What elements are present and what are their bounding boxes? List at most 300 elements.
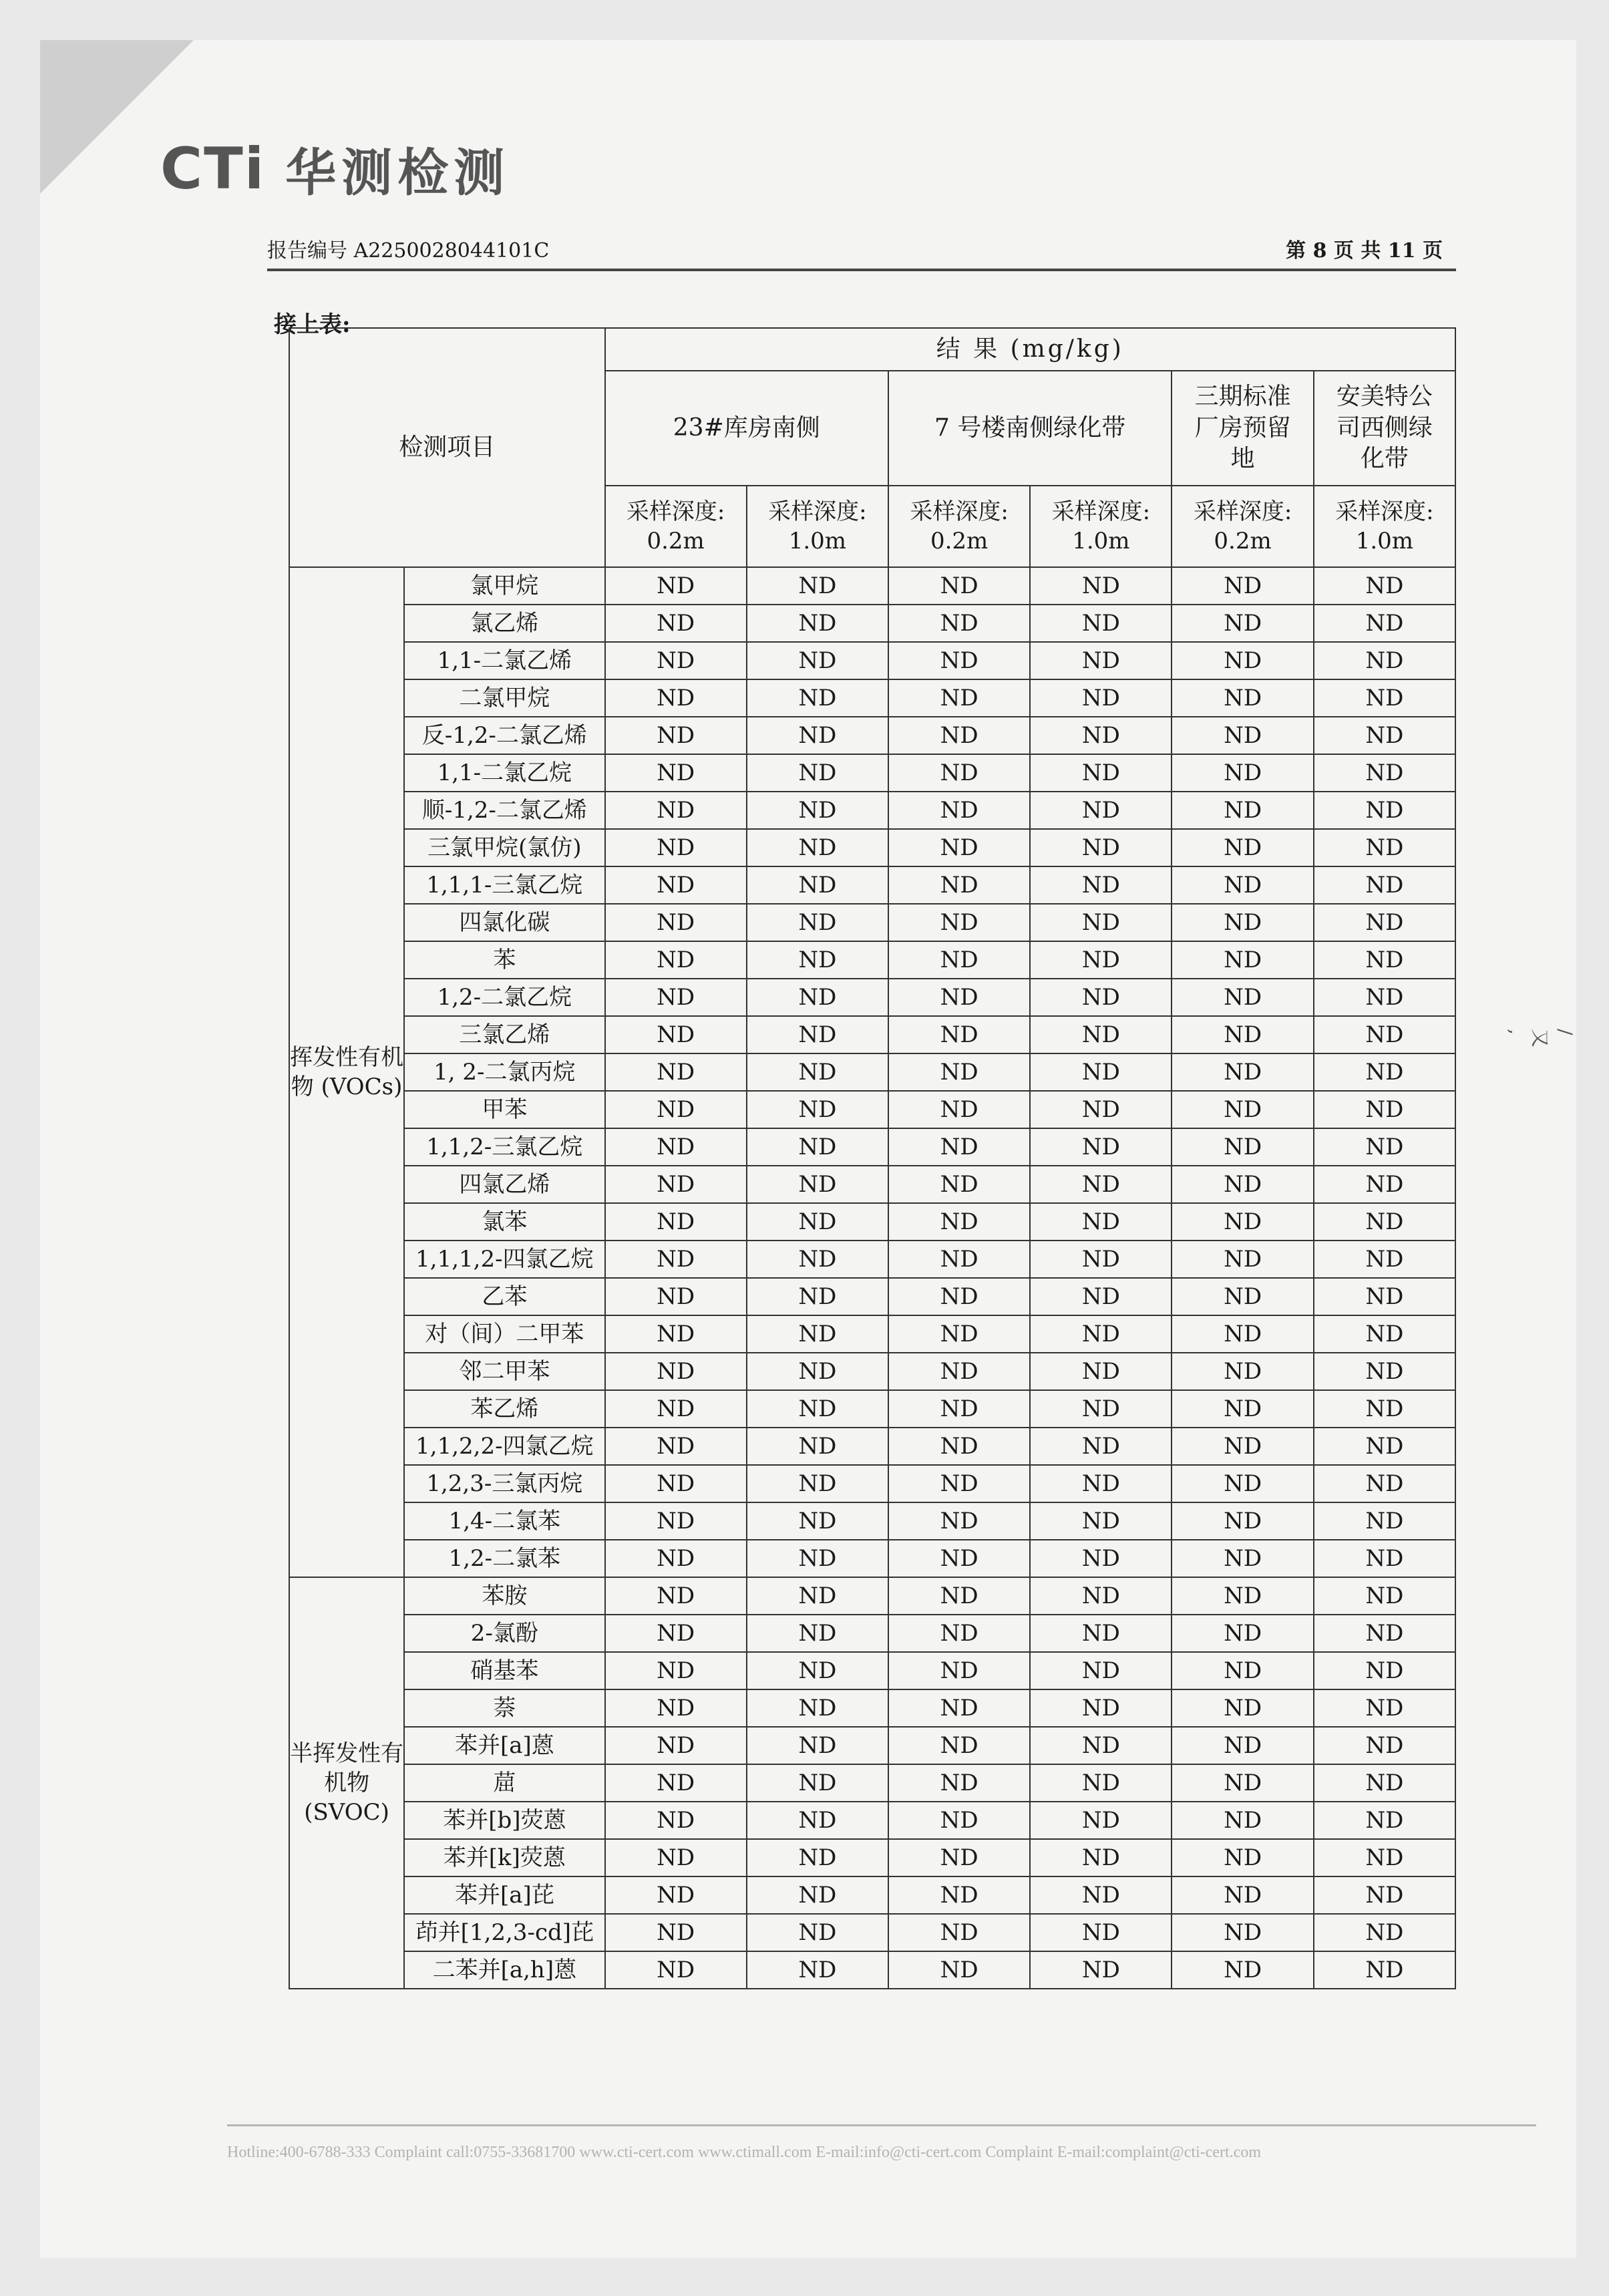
item-name-cell: 硝基苯 [404,1652,604,1689]
result-cell: ND [1172,1016,1313,1053]
result-cell: ND [888,941,1030,979]
result-cell: ND [605,1203,747,1241]
table-row [289,1839,1455,1876]
result-cell: ND [1172,1428,1313,1465]
result-cell: ND [1030,1764,1172,1802]
result-cell: ND [1172,1951,1313,1989]
result-cell: ND [1314,605,1455,642]
table-row [289,979,1455,1016]
location-header: 安美特公司西侧绿化带 [1314,371,1455,486]
result-cell: ND [1172,679,1313,717]
company-name: 华测检测 [285,143,510,202]
result-cell: ND [1030,679,1172,717]
footer-contact: Hotline:400-6788-333 Complaint call:0755-33681700 www.cti-cert.com www.ctimall.com E-mail:info@cti-cert.com Complaint E-mail:complaint@cti-cert.com [227,2124,1536,2162]
result-cell: ND [1314,1053,1455,1091]
result-cell: ND [888,567,1030,605]
result-cell: ND [1314,1353,1455,1390]
results-table [289,327,1456,1989]
result-cell: ND [605,1577,747,1615]
table-row [289,1428,1455,1465]
result-cell: ND [1030,1914,1172,1951]
result-cell: ND [1172,1727,1313,1764]
table-row [289,1727,1455,1764]
result-cell: ND [1314,829,1455,866]
result-cell: ND [888,792,1030,829]
location-header: 三期标准厂房预留地 [1172,371,1313,486]
item-name-cell: 1,1-二氯乙烷 [404,754,604,792]
item-name-cell: 苯并[a]芘 [404,1876,604,1914]
item-name-cell: 苯胺 [404,1577,604,1615]
result-cell: ND [605,1764,747,1802]
result-cell: ND [1314,717,1455,754]
result-cell: ND [605,1241,747,1278]
item-name-cell: 反-1,2-二氯乙烯 [404,717,604,754]
depth-header: 采样深度: 0.2m [1172,486,1313,567]
result-cell: ND [1314,1652,1455,1689]
result-cell: ND [1172,1689,1313,1727]
table-row [289,642,1455,679]
item-name-cell: 1,1,2,2-四氯乙烷 [404,1428,604,1465]
result-cell: ND [1314,679,1455,717]
result-cell: ND [1314,1876,1455,1914]
table-row [289,605,1455,642]
result-cell: ND [1172,979,1313,1016]
result-cell: ND [888,1278,1030,1315]
result-cell: ND [747,1577,888,1615]
result-cell: ND [605,1727,747,1764]
table-row [289,1315,1455,1353]
result-cell: ND [1030,1016,1172,1053]
result-cell: ND [747,1166,888,1203]
item-name-cell: 1,2,3-三氯丙烷 [404,1465,604,1502]
result-cell: ND [1172,1166,1313,1203]
item-name-cell: 萘 [404,1689,604,1727]
result-cell: ND [1314,1315,1455,1353]
result-cell: ND [1030,1540,1172,1577]
result-cell: ND [605,1315,747,1353]
result-cell: ND [1172,1502,1313,1540]
result-cell: ND [1030,642,1172,679]
item-name-cell: 甲苯 [404,1091,604,1128]
result-cell: ND [747,1652,888,1689]
result-cell: ND [747,1951,888,1989]
table-row [289,1577,1455,1615]
document-page [40,40,1576,2258]
result-cell: ND [1172,1802,1313,1839]
result-cell: ND [888,1390,1030,1428]
result-cell: ND [1172,1876,1313,1914]
result-cell: ND [1172,1390,1313,1428]
result-cell: ND [605,1166,747,1203]
result-cell: ND [888,605,1030,642]
result-cell: ND [888,754,1030,792]
table-row [289,1091,1455,1128]
result-cell: ND [1314,754,1455,792]
result-cell: ND [605,904,747,941]
result-cell: ND [747,717,888,754]
result-cell: ND [1172,1315,1313,1353]
result-cell: ND [747,1428,888,1465]
result-cell: ND [605,754,747,792]
result-cell: ND [747,1053,888,1091]
logo-mark: CTi [160,135,266,202]
result-cell: ND [605,1278,747,1315]
item-name-cell: 二苯并[a,h]蒽 [404,1951,604,1989]
result-cell: ND [888,829,1030,866]
result-cell: ND [1314,567,1455,605]
table-row [289,1053,1455,1091]
result-cell: ND [1030,1166,1172,1203]
result-cell: ND [1314,1241,1455,1278]
item-name-cell: 1, 2-二氯丙烷 [404,1053,604,1091]
result-cell: ND [1172,1914,1313,1951]
item-name-cell: 乙苯 [404,1278,604,1315]
result-cell: ND [1030,1502,1172,1540]
result-cell: ND [747,1876,888,1914]
result-cell: ND [1172,792,1313,829]
result-cell: ND [1030,717,1172,754]
result-cell: ND [1172,754,1313,792]
table-row [289,1166,1455,1203]
result-cell: ND [1314,1802,1455,1839]
result-cell: ND [605,1951,747,1989]
result-cell: ND [1030,1689,1172,1727]
result-cell: ND [888,1577,1030,1615]
result-cell: ND [747,1764,888,1802]
result-cell: ND [1314,792,1455,829]
result-cell: ND [1030,1876,1172,1914]
result-cell: ND [747,1502,888,1540]
result-cell: ND [888,1502,1030,1540]
item-name-cell: 1,1-二氯乙烯 [404,642,604,679]
result-cell: ND [605,1839,747,1876]
result-cell: ND [888,642,1030,679]
result-cell: ND [888,1091,1030,1128]
table-row [289,904,1455,941]
table-row [289,1241,1455,1278]
continued-label: 接上表: [274,311,351,338]
result-cell: ND [605,605,747,642]
result-cell: ND [1172,1353,1313,1390]
result-cell: ND [1030,1203,1172,1241]
result-cell: ND [888,1727,1030,1764]
result-cell: ND [1030,1652,1172,1689]
location-header: 23#库房南侧 [605,371,888,486]
item-name-cell: 顺-1,2-二氯乙烯 [404,792,604,829]
result-cell: ND [747,829,888,866]
item-name-cell: 对（间）二甲苯 [404,1315,604,1353]
depth-header: 采样深度: 0.2m [888,486,1030,567]
result-cell: ND [747,605,888,642]
result-cell: ND [1314,1727,1455,1764]
result-cell: ND [1172,941,1313,979]
item-name-cell: 1,2-二氯苯 [404,1540,604,1577]
result-cell: ND [747,1241,888,1278]
result-cell: ND [888,1353,1030,1390]
result-cell: ND [1030,979,1172,1016]
result-cell: ND [1030,904,1172,941]
result-cell: ND [605,1876,747,1914]
result-cell: ND [1314,1951,1455,1989]
result-cell: ND [747,642,888,679]
category-cell: 半挥发性有机物 (SVOC) [289,1577,404,1989]
result-cell: ND [888,1615,1030,1652]
result-cell: ND [1172,1128,1313,1166]
result-cell: ND [605,829,747,866]
result-cell: ND [747,567,888,605]
result-cell: ND [1030,829,1172,866]
result-cell: ND [1030,567,1172,605]
item-name-cell: 1,1,1-三氯乙烷 [404,866,604,904]
result-cell: ND [1314,941,1455,979]
table-row [289,567,1455,605]
result-cell: ND [888,1764,1030,1802]
result-cell: ND [605,941,747,979]
result-cell: ND [605,1353,747,1390]
item-name-cell: 氯乙烯 [404,605,604,642]
result-cell: ND [888,1241,1030,1278]
result-cell: ND [1314,1764,1455,1802]
result-cell: ND [888,1166,1030,1203]
result-cell: ND [888,679,1030,717]
result-cell: ND [1172,1652,1313,1689]
result-cell: ND [1172,1577,1313,1615]
result-cell: ND [747,1727,888,1764]
result-cell: ND [1314,1278,1455,1315]
result-cell: ND [747,1091,888,1128]
result-cell: ND [1314,1203,1455,1241]
result-cell: ND [747,1540,888,1577]
result-cell: ND [1172,1540,1313,1577]
result-cell: ND [1030,1727,1172,1764]
result-cell: ND [605,1502,747,1540]
table-row [289,1689,1455,1727]
result-cell: ND [747,1914,888,1951]
result-cell: ND [888,1428,1030,1465]
result-cell: ND [605,1016,747,1053]
result-cell: ND [1314,1390,1455,1428]
result-cell: ND [1030,866,1172,904]
table-row [289,679,1455,717]
result-cell: ND [1030,1428,1172,1465]
table-row [289,1951,1455,1989]
result-cell: ND [888,1951,1030,1989]
result-cell: ND [605,1689,747,1727]
report-number: 报告编号 A2250028044101C [267,239,550,263]
item-name-cell: 苯乙烯 [404,1390,604,1428]
table-row [289,792,1455,829]
result-cell: ND [1030,1091,1172,1128]
result-cell: ND [1030,1465,1172,1502]
result-cell: ND [1172,1278,1313,1315]
result-cell: ND [888,1016,1030,1053]
table-row [289,1615,1455,1652]
result-cell: ND [1314,1615,1455,1652]
result-cell: ND [1172,1615,1313,1652]
table-row [289,829,1455,866]
item-name-cell: 䓛 [404,1764,604,1802]
result-cell: ND [1172,605,1313,642]
result-cell: ND [888,717,1030,754]
result-cell: ND [888,1203,1030,1241]
result-cell: ND [605,1540,747,1577]
table-row [289,1540,1455,1577]
result-cell: ND [1172,1203,1313,1241]
result-cell: ND [1314,1016,1455,1053]
result-cell: ND [888,1802,1030,1839]
item-name-cell: 苯并[b]荧蒽 [404,1802,604,1839]
result-cell: ND [747,679,888,717]
result-cell: ND [1172,567,1313,605]
result-cell: ND [1314,1502,1455,1540]
table-row [289,1203,1455,1241]
item-name-cell: 苯 [404,941,604,979]
result-cell: ND [747,904,888,941]
item-name-cell: 三氯甲烷(氯仿) [404,829,604,866]
item-name-cell: 二氯甲烷 [404,679,604,717]
result-cell: ND [888,1652,1030,1689]
result-cell: ND [1030,1241,1172,1278]
result-cell: ND [1172,829,1313,866]
result-cell: ND [1030,1615,1172,1652]
result-cell: ND [1030,941,1172,979]
result-cell: ND [747,792,888,829]
item-name-cell: 三氯乙烯 [404,1016,604,1053]
result-cell: ND [888,1465,1030,1502]
page-number: 第 8 页 共 11 页 [1286,239,1443,263]
result-cell: ND [1314,904,1455,941]
item-name-cell: 2-氯酚 [404,1615,604,1652]
result-cell: ND [605,1053,747,1091]
item-name-cell: 茚并[1,2,3-cd]芘 [404,1914,604,1951]
result-cell: ND [888,866,1030,904]
result-cell: ND [1314,1091,1455,1128]
item-name-cell: 四氯化碳 [404,904,604,941]
result-cell: ND [1314,1540,1455,1577]
item-name-cell: 1,1,1,2-四氯乙烷 [404,1241,604,1278]
result-cell: ND [605,792,747,829]
table-row [289,1390,1455,1428]
table-row [289,1128,1455,1166]
result-cell: ND [1172,1053,1313,1091]
result-cell: ND [888,1053,1030,1091]
item-name-cell: 氯甲烷 [404,567,604,605]
result-header: 结 果 (mg/kg) [605,328,1455,371]
depth-header: 采样深度: 1.0m [1030,486,1172,567]
result-cell: ND [1314,1689,1455,1727]
result-cell: ND [605,642,747,679]
result-cell: ND [605,1615,747,1652]
result-cell: ND [747,1353,888,1390]
table-row [289,1016,1455,1053]
report-header-line [267,235,1456,271]
result-cell: ND [605,1128,747,1166]
table-row [289,1465,1455,1502]
result-cell: ND [605,1428,747,1465]
result-cell: ND [1172,1465,1313,1502]
item-name-cell: 邻二甲苯 [404,1353,604,1390]
item-name-cell: 氯苯 [404,1203,604,1241]
result-cell: ND [605,1914,747,1951]
table-row [289,754,1455,792]
result-cell: ND [605,1465,747,1502]
side-mark: / 又 , [1505,1029,1576,1048]
result-cell: ND [747,1016,888,1053]
table-row [289,941,1455,979]
result-cell: ND [1314,1128,1455,1166]
result-cell: ND [605,979,747,1016]
result-cell: ND [747,1839,888,1876]
result-cell: ND [1172,717,1313,754]
result-cell: ND [888,1128,1030,1166]
table-row [289,1802,1455,1839]
result-cell: ND [605,1091,747,1128]
item-name-cell: 苯并[k]荧蒽 [404,1839,604,1876]
result-cell: ND [747,1689,888,1727]
result-cell: ND [605,1390,747,1428]
table-row [289,1914,1455,1951]
result-cell: ND [605,1802,747,1839]
item-name-cell: 四氯乙烯 [404,1166,604,1203]
result-cell: ND [1172,1091,1313,1128]
result-cell: ND [747,979,888,1016]
result-cell: ND [1030,1353,1172,1390]
result-cell: ND [888,979,1030,1016]
depth-header: 采样深度: 0.2m [605,486,747,567]
result-cell: ND [1030,792,1172,829]
result-cell: ND [888,1839,1030,1876]
result-cell: ND [1030,1278,1172,1315]
result-cell: ND [1172,866,1313,904]
item-name-cell: 苯并[a]蒽 [404,1727,604,1764]
result-cell: ND [888,1876,1030,1914]
category-cell: 挥发性有机物 (VOCs) [289,567,404,1577]
result-cell: ND [747,1278,888,1315]
result-cell: ND [1030,1839,1172,1876]
result-cell: ND [747,1465,888,1502]
result-cell: ND [605,1652,747,1689]
location-header: 7 号楼南侧绿化带 [888,371,1172,486]
result-cell: ND [888,1914,1030,1951]
result-cell: ND [747,1615,888,1652]
result-cell: ND [1030,1390,1172,1428]
result-cell: ND [1030,754,1172,792]
result-cell: ND [1030,1128,1172,1166]
result-cell: ND [1314,866,1455,904]
result-cell: ND [747,866,888,904]
item-name-cell: 1,4-二氯苯 [404,1502,604,1540]
table-row [289,1353,1455,1390]
table-row [289,1764,1455,1802]
item-name-cell: 1,2-二氯乙烷 [404,979,604,1016]
result-cell: ND [747,1315,888,1353]
result-cell: ND [1030,1802,1172,1839]
result-cell: ND [747,1128,888,1166]
result-cell: ND [747,754,888,792]
result-cell: ND [1030,605,1172,642]
result-cell: ND [1030,1951,1172,1989]
table-row [289,866,1455,904]
result-cell: ND [1030,1315,1172,1353]
result-cell: ND [605,567,747,605]
result-cell: ND [1314,1839,1455,1876]
item-name-cell: 1,1,2-三氯乙烷 [404,1128,604,1166]
result-cell: ND [1172,1839,1313,1876]
result-cell: ND [605,679,747,717]
result-cell: ND [1030,1577,1172,1615]
table-row [289,1502,1455,1540]
result-cell: ND [1314,1465,1455,1502]
